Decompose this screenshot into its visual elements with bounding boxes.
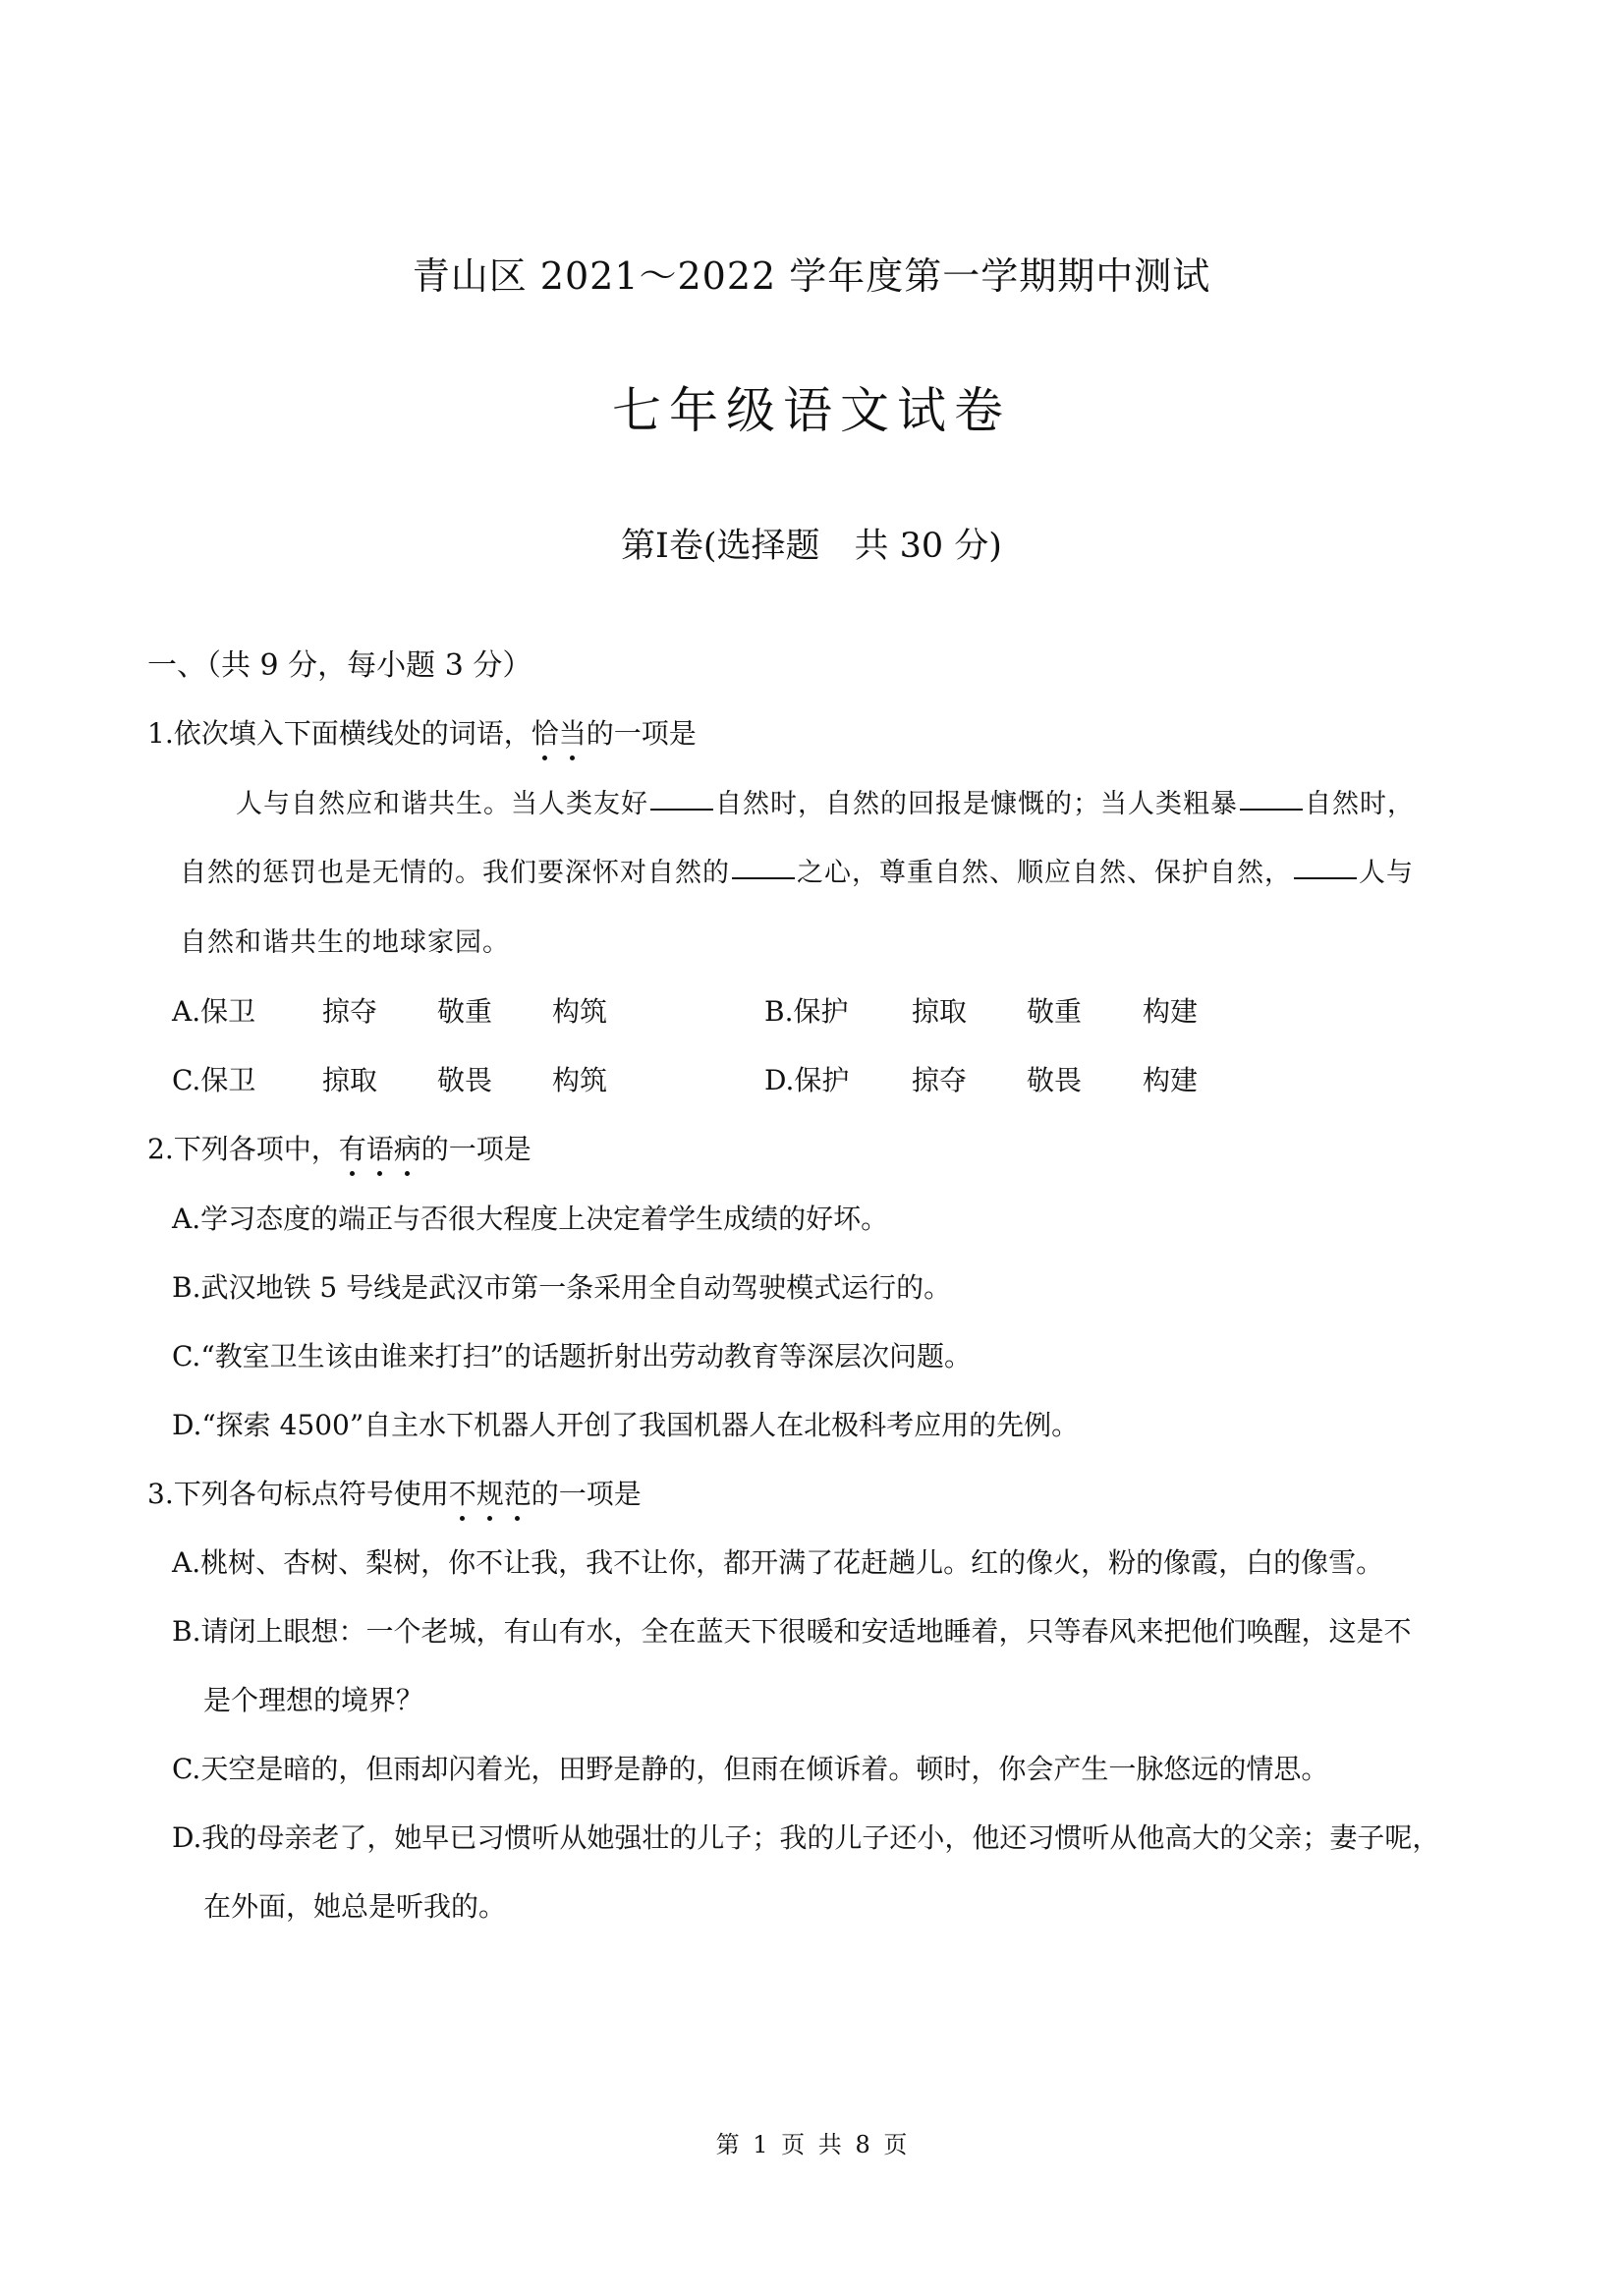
q3-prompt	[147, 1473, 642, 1512]
q1-option-b-word: 掠取	[912, 995, 968, 1028]
q2-prompt-dotted	[339, 1133, 421, 1165]
answer-blank	[732, 877, 795, 879]
emphasis-char: 范	[504, 1473, 532, 1512]
q1-option-d-word: 构建	[1143, 1064, 1199, 1096]
section-heading: 第Ⅰ卷(选择题 共 30 分)	[621, 527, 1002, 566]
q2-option-d: D.“探索 4500”自主水下机器人开创了我国机器人在北极科考应用的先例。	[172, 1409, 1080, 1441]
q3-option-c: C.天空是暗的，但雨却闪着光，田野是静的，但雨在倾诉着。顿时，你会产生一脉悠远的情思。	[172, 1753, 1329, 1785]
q2-prompt-before: 2.下列各项中，	[147, 1133, 339, 1165]
q1-passage-line-3	[180, 921, 510, 959]
passage-text: 人与	[1359, 858, 1414, 888]
q3-prompt-dotted	[449, 1478, 532, 1510]
q2-option-a: A.学习态度的端正与否很大程度上决定着学生成绩的好坏。	[172, 1203, 889, 1235]
q3-option-d-line-2: 在外面，她总是听我的。	[203, 1890, 507, 1923]
q1-option-c-word: 敬畏	[437, 1064, 493, 1096]
passage-text: 之心，尊重自然、顺应自然、保护自然，	[797, 858, 1292, 888]
q3-prompt-before: 3.下列各句标点符号使用	[147, 1478, 449, 1510]
passage-text: 人与自然应和谐共生。当人类友好	[236, 789, 648, 819]
emphasis-char: 恰	[532, 712, 559, 752]
q1-option-b-word: 敬重	[1027, 995, 1083, 1028]
q1-option-a-word: 掠夺	[322, 995, 378, 1028]
q1-option-a-word: 敬重	[437, 995, 493, 1028]
q2-option-b: B.武汉地铁 5 号线是武汉市第一条采用全自动驾驶模式运行的。	[172, 1271, 952, 1304]
q1-option-d-word: 敬畏	[1027, 1064, 1083, 1096]
q1-passage-line-1	[236, 782, 1415, 820]
part-one-heading: 一、（共 9 分，每小题 3 分）	[147, 648, 532, 683]
q1-option-a-label: A.保卫	[172, 995, 256, 1028]
q3-option-b-line-1: B.请闭上眼想：一个老城，有山有水，全在蓝天下很暖和安适地睡着，只等春风来把他们唤醒，这是不	[172, 1615, 1412, 1648]
answer-blank	[1240, 809, 1303, 811]
q1-prompt-dotted	[532, 717, 587, 750]
exam-title: 青山区 2021～2022 学年度第一学期期中测试	[412, 254, 1211, 298]
q1-option-c-word: 构筑	[552, 1064, 608, 1096]
emphasis-char: 不	[449, 1473, 476, 1512]
q2-prompt-after: 的一项是	[420, 1133, 532, 1165]
exam-subtitle: 七年级语文试卷	[612, 382, 1011, 439]
q1-prompt-after: 的一项是	[586, 717, 697, 750]
q2-prompt	[147, 1128, 532, 1167]
q1-option-d-label: D.保护	[764, 1064, 850, 1096]
q1-option-c-word: 掠取	[322, 1064, 378, 1096]
q1-prompt	[147, 712, 697, 752]
passage-text: 自然时，	[1305, 789, 1415, 819]
answer-blank	[1294, 877, 1357, 879]
q1-option-a-word: 构筑	[552, 995, 608, 1028]
passage-text: 自然和谐共生的地球家园。	[180, 927, 510, 958]
q2-option-c: C.“教室卫生该由谁来打扫”的话题折射出劳动教育等深层次问题。	[172, 1340, 972, 1372]
q1-option-c-label: C.保卫	[172, 1064, 256, 1096]
page-number: 第 1 页 共 8 页	[715, 2131, 908, 2158]
emphasis-char: 病	[394, 1128, 421, 1167]
emphasis-char: 当	[559, 712, 587, 752]
passage-text: 自然的惩罚也是无情的。我们要深怀对自然的	[180, 858, 730, 888]
q3-option-a: A.桃树、杏树、梨树，你不让我，我不让你，都开满了花赶趟儿。红的像火，粉的像霞，白的像雪。	[172, 1546, 1384, 1579]
q1-option-b-word: 构建	[1143, 995, 1199, 1028]
passage-text: 自然时，自然的回报是慷慨的；当人类粗暴	[715, 789, 1238, 819]
q1-prompt-before: 1.依次填入下面横线处的词语，	[147, 717, 532, 750]
q1-option-d-word: 掠夺	[912, 1064, 968, 1096]
q1-passage-line-2	[180, 851, 1414, 889]
emphasis-char: 语	[366, 1128, 394, 1167]
q3-option-d-line-1: D.我的母亲老了，她早已习惯听从她强壮的儿子；我的儿子还小，他还习惯听从他高大的父亲；妻子呢，	[172, 1821, 1440, 1854]
q3-option-b-line-2: 是个理想的境界？	[203, 1684, 424, 1716]
emphasis-char: 规	[476, 1473, 504, 1512]
q3-prompt-after: 的一项是	[531, 1478, 642, 1510]
emphasis-char: 有	[339, 1128, 366, 1167]
q1-option-b-label: B.保护	[764, 995, 849, 1028]
answer-blank	[650, 809, 713, 811]
